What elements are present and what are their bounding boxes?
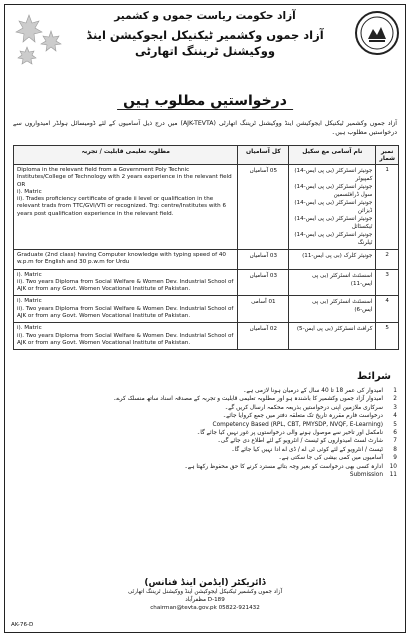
qualification-line: ii). Two years Diploma from Social Welfare & Women Dev. Industrial School of AJK or from any Govt. Women Vocational Institute of Pakistan. <box>17 278 234 293</box>
post-name: جونیئر انسٹرکٹر (بی پی ایس-14) کمپیوٹر <box>294 168 373 182</box>
condition-latin-text: Submission <box>349 472 383 479</box>
post-name: جونیئر انسٹرکٹر (بی پی ایس-14) ٹیلرنگ <box>294 232 373 246</box>
signatory-address: D-189 مظفرآباد <box>185 597 225 603</box>
qualification-cell <box>14 269 238 296</box>
post-name: اسسٹنٹ انسٹرکٹر (بی پی ایس-6) <box>311 299 373 314</box>
serial-number-cell: 4 <box>376 296 399 323</box>
condition-urdu-text: نامکمل اور تاخیر سے موصول ہونے والی درخواستوں پر غور نہیں کیا جائے گا۔ <box>196 430 383 437</box>
serial-number-cell: 2 <box>376 250 399 270</box>
posts-count-cell: 01 آسامی <box>238 296 289 323</box>
condition-item <box>13 412 397 420</box>
qualification-line: ii). Two years Diploma from Social Welfare & Women Dev. Industrial School of AJK or from any Govt. Women Vocational Institute of Pakistan. <box>17 332 234 346</box>
condition-text <box>13 437 383 445</box>
signatory-designation: ڈائریکٹر (ایڈمن اینڈ فنانس) <box>144 578 266 588</box>
condition-number: 5 <box>393 421 397 428</box>
condition-number: 2 <box>393 396 397 403</box>
table-row <box>14 296 399 323</box>
qualification-line: i). Matric <box>17 271 42 278</box>
condition-number: 10 <box>389 463 397 470</box>
condition-number: 6 <box>393 430 397 437</box>
ad-reference: AK-76-D <box>11 622 34 628</box>
table-row <box>14 165 399 250</box>
header-post: نام آسامی مع سکیل <box>289 146 376 165</box>
qualification-cell <box>14 165 238 250</box>
condition-number: 11 <box>389 472 397 479</box>
condition-urdu-text: درخواست فارم مقررہ تاریخ تک متعلقہ دفتر میں جمع کروایا جائے۔ <box>222 413 383 420</box>
qualification-line: i). Matric <box>17 325 42 332</box>
header-bps: کل آسامیاں <box>238 146 289 165</box>
serial-number-cell: 5 <box>376 323 399 350</box>
posts-count-cell: 03 آسامیاں <box>238 250 289 270</box>
qualification-line: Diploma in the relevant field from a Government Poly Technic Institutes/College of Technology with 2 years experience in the relevant field <box>17 167 232 181</box>
maple-leaves-decoration <box>11 9 71 69</box>
condition-number: 9 <box>393 455 397 462</box>
qualification-line: ii). Trades proficiency certificate of grade ii level or qualification in the relevant trads from TTC/GVI/VTI or recognized. Trg: centre/Institutes with 6 years post qualification experience in the relevant field. <box>17 196 227 217</box>
condition-text <box>13 429 383 437</box>
table-row <box>14 323 399 350</box>
page-title: درخواستیں مطلوب ہیں <box>117 93 293 110</box>
condition-text <box>13 404 383 412</box>
post-name-cell <box>289 250 376 270</box>
signatory-contact: chairman@tevta.gov.pk 05822-921432 <box>150 605 260 611</box>
post-name: جونیئر کلرک (بی پی ایس-11) <box>302 253 373 259</box>
post-name: جونیئر انسٹرکٹر (بی پی ایس-14) ٹیکسٹائل <box>294 216 373 230</box>
intro-paragraph: آزاد جموں وکشمیر ٹیکنیکل ایجوکیشن اینڈ ووکیشنل ٹریننگ اتھارٹی (AJK-TEVTA) میں درج ذیل آسامیوں کے لئے ڈومیسائل ہولڈر امیدواروں سے درخواستیں مطلوب ہیں۔ <box>13 120 397 136</box>
qualification-line: Graduate (2nd class) having Computer knowledge with typing speed of 40 w.p.m for English and 30 p.w.m for Urdu <box>17 252 226 266</box>
condition-item <box>13 454 397 462</box>
post-name-cell <box>289 296 376 323</box>
conditions-list <box>13 387 397 479</box>
condition-urdu-text: شارٹ لسٹ امیدواروں کو ٹیسٹ / انٹرویو کے لئے اطلاع دی جائے گی۔ <box>217 438 383 445</box>
condition-urdu-text: ٹیسٹ / انٹرویو کے لئے کوئی ٹی اے / ڈی اے ادا نہیں کیا جائے گا۔ <box>231 446 383 453</box>
condition-item <box>13 471 397 479</box>
condition-urdu-text: ادارہ کسی بھی درخواست کو بغیر وجہ بتائے مسترد کرنے کا حق محفوظ رکھتا ہے۔ <box>184 463 383 470</box>
condition-text <box>13 412 383 420</box>
organization-name: آزاد جموں وکشمیر ٹیکنیکل ایجوکیشن اینڈ ووکیشنل ٹریننگ اتھارٹی <box>86 28 324 58</box>
serial-number-cell: 1 <box>376 165 399 250</box>
condition-text <box>13 387 383 395</box>
header-qualification: مطلوبہ تعلیمی قابلیت / تجربہ <box>14 146 238 165</box>
header-sn: نمبر شمار <box>376 146 399 165</box>
condition-number: 1 <box>393 388 397 394</box>
tevta-logo <box>355 11 399 55</box>
qualification-line: i). Matric <box>17 298 42 305</box>
qualification-cell <box>14 250 238 270</box>
qualification-cell <box>14 323 238 350</box>
posts-count-cell: 03 آسامیاں <box>238 269 289 296</box>
condition-urdu-text: سرکاری ملازمین اپنی درخواستیں بذریعہ محکمہ ارسال کریں گے۔ <box>224 404 383 411</box>
condition-item <box>13 437 397 445</box>
post-name-cell <box>289 165 376 250</box>
government-name: آزاد حکومت ریاست جموں و کشمیر <box>114 10 296 22</box>
signatory-organization: آزاد جموں وکشمیر ٹیکنیکل ایجوکیشن اینڈ ووکیشنل ٹریننگ اتھارٹی <box>127 589 283 595</box>
condition-item <box>13 429 397 437</box>
condition-text <box>13 471 383 479</box>
condition-urdu-text: آسامیوں میں کمی بیشی کی جا سکتی ہے۔ <box>278 455 383 462</box>
posts-count-cell: 05 آسامیاں <box>238 165 289 250</box>
table-header-row <box>14 146 399 165</box>
qualification-cell <box>14 296 238 323</box>
post-name-cell <box>289 269 376 296</box>
condition-number: 4 <box>393 413 397 420</box>
vacancies-table <box>13 145 399 350</box>
qualification-line: i). Matric <box>17 188 42 195</box>
condition-item <box>13 446 397 454</box>
condition-number: 7 <box>393 438 397 445</box>
serial-number-cell: 3 <box>376 269 399 296</box>
condition-urdu-text: امیدوار کی عمر 18 تا 40 سال کے درمیان ہونا لازمی ہے۔ <box>242 388 383 394</box>
condition-text <box>13 421 383 429</box>
condition-item <box>13 387 397 395</box>
condition-item <box>13 395 397 403</box>
condition-latin-text: Competency Based (RPL, CBT, PMYSDP, NVQF, E-Learning) <box>212 421 383 428</box>
condition-item <box>13 463 397 471</box>
header <box>65 9 345 59</box>
table-row <box>14 250 399 270</box>
condition-text <box>13 395 383 403</box>
condition-number: 8 <box>393 446 397 453</box>
advertisement-page <box>4 4 406 633</box>
post-name: اسسٹنٹ انسٹرکٹر (بی پی ایس-11) <box>311 272 373 287</box>
post-name: کرافٹ انسٹرکٹر (بی پی ایس-5) <box>296 326 373 333</box>
condition-item <box>13 404 397 412</box>
qualification-line: OR <box>17 181 26 188</box>
post-name: جونیئر انسٹرکٹر (بی پی ایس-14) سول ڈرافٹسمین <box>294 184 373 198</box>
post-name: جونیئر انسٹرکٹر (بی پی ایس-14) ڈیزائن <box>294 200 373 214</box>
condition-urdu-text: امیدوار آزاد جموں وکشمیر کا باشندہ ہو اور مطلوبہ تعلیمی قابلیت و تجربہ کے مصدقہ اسناد ساتھ منسلک کرے۔ <box>112 396 383 403</box>
post-name-cell <box>289 323 376 350</box>
condition-text <box>13 454 383 462</box>
qualification-line: ii). Two years Diploma from Social Welfare & Women Dev. Industrial School of AJK or from any Govt. Women Vocational Institute of Pakistan. <box>17 305 234 320</box>
condition-text <box>13 463 383 471</box>
table-row <box>14 269 399 296</box>
conditions-title: شرائط <box>357 371 391 382</box>
condition-item <box>13 421 397 429</box>
signature-block <box>85 578 325 612</box>
posts-count-cell: 02 آسامیاں <box>238 323 289 350</box>
condition-text <box>13 446 383 454</box>
condition-number: 3 <box>393 404 397 411</box>
